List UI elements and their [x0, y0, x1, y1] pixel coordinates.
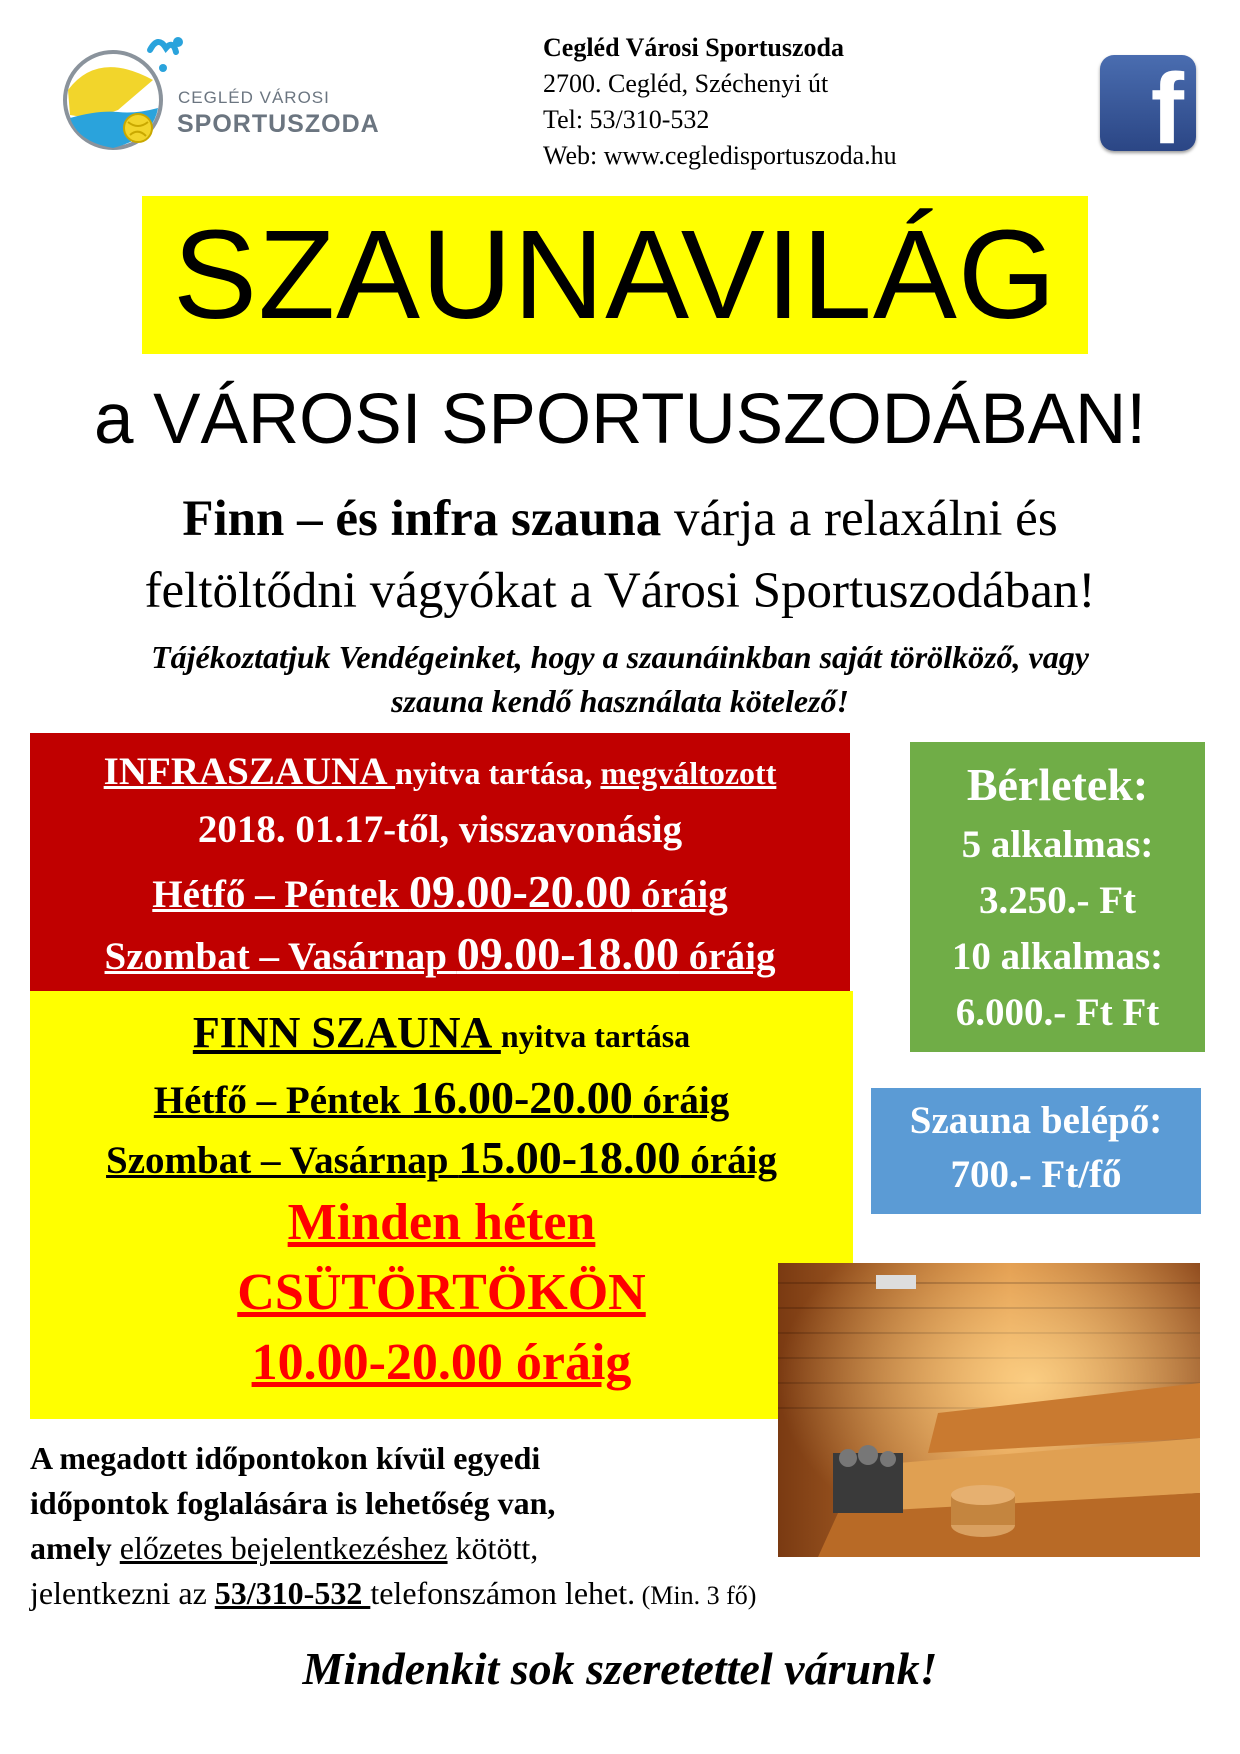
finn-weekday-hours: 16.00-20.00 [410, 1072, 633, 1123]
pass-prices-box [910, 742, 1205, 1052]
infra-weekday-suffix: óráig [631, 873, 728, 916]
infra-valid: 2018. 01.17-től, visszavonásig [197, 808, 683, 851]
finn-special-line1: Minden héten [287, 1194, 596, 1251]
finn-heading [30, 1007, 853, 1058]
finn-weekend-label: Szombat – Vasárnap [106, 1139, 459, 1182]
contact-phone: Tel: 53/310-532 [543, 105, 710, 134]
finn-name: FINN SZAUNA [192, 1008, 501, 1057]
infra-weekday-hours: 09.00-20.00 [408, 866, 632, 917]
booking-line2: időpontok foglalására is lehetőség van, [30, 1485, 556, 1521]
pass-option2-price: 6.000.- Ft Ft [955, 991, 1160, 1034]
finn-weekday-label: Hétfő – Péntek [153, 1079, 411, 1122]
booking-line4-start: jelentkezni az [30, 1575, 215, 1611]
booking-prior-registration: előzetes bejelentkezéshez [119, 1530, 448, 1566]
notice-line1: Tájékoztatjuk Vendégeinket, hogy a szaunáinkban saját törölköző, vagy [151, 639, 1089, 675]
finn-special-line2: CSÜTÖRTÖKÖN [237, 1264, 646, 1321]
pass-option1-price: 3.250.- Ft [978, 879, 1137, 922]
booking-line3 [30, 1526, 538, 1571]
finn-weekday-suffix: óráig [632, 1079, 730, 1122]
finn-weekday [30, 1071, 853, 1124]
infra-hours-label: nyitva tartása, [395, 755, 601, 791]
infra-weekend [30, 927, 850, 980]
sauna-photo [778, 1263, 1200, 1557]
intro-text [0, 483, 1240, 627]
logo-text-top: CEGLÉD VÁROSI [178, 88, 330, 107]
intro-bold: Finn – és infra szauna [182, 491, 662, 547]
closing-text: Mindenkit sok szeretettel várunk! [302, 1643, 938, 1694]
contact-web[interactable]: Web: www.cegledisportuszoda.hu [543, 141, 897, 170]
entry-price-box [871, 1088, 1201, 1214]
finn-weekend-hours: 15.00-18.00 [458, 1132, 681, 1183]
sauna-image-icon [778, 1263, 1200, 1557]
pass-option2-label: 10 alkalmas: [951, 935, 1164, 978]
contact-name: Cegléd Városi Sportuszoda [543, 33, 844, 62]
finn-special-line3: 10.00-20.00 óráig [251, 1334, 632, 1391]
booking-line4 [30, 1571, 756, 1618]
entry-label: Szauna belépő: [909, 1099, 1163, 1142]
infra-weekend-hours: 09.00-18.00 [456, 928, 680, 979]
page-title: SZAUNAVILÁG [173, 204, 1057, 345]
finn-sauna-box [30, 991, 853, 1419]
facebook-letter: f [1150, 53, 1184, 165]
finn-weekend-suffix: óráig [680, 1139, 777, 1182]
infra-heading [30, 749, 850, 794]
infra-name: INFRASZAUNA [103, 750, 396, 793]
infra-weekend-label: Szombat – Vasárnap [104, 935, 457, 978]
booking-line4-rest: telefonszámon lehet. [370, 1575, 636, 1611]
booking-min-people: (Min. 3 fő) [635, 1581, 757, 1610]
infra-sauna-box [30, 733, 850, 991]
logo-text-bottom: SPORTUSZODA [177, 110, 380, 138]
infra-weekday-label: Hétfő – Péntek [152, 873, 409, 916]
entry-price: 700.- Ft/fő [950, 1153, 1122, 1196]
facebook-icon[interactable] [1100, 53, 1196, 165]
page-subtitle: a VÁROSI SPORTUSZODÁBAN! [93, 380, 1147, 459]
infra-weekend-suffix: óráig [679, 935, 776, 978]
contact-info [543, 30, 897, 174]
finn-hours-label: nyitva tartása [500, 1018, 691, 1054]
intro-rest: várja a relaxálni és [661, 491, 1058, 547]
infra-weekday [30, 865, 850, 918]
infra-changed: megváltozott [600, 755, 777, 791]
booking-line3-bold: amely [30, 1530, 120, 1566]
booking-line3-rest: kötött, [447, 1530, 539, 1566]
pass-option1-label: 5 alkalmas: [961, 823, 1154, 866]
towel-notice [40, 635, 1200, 723]
booking-line1: A megadott időpontokon kívül egyedi [30, 1440, 541, 1476]
finn-weekend [30, 1131, 853, 1184]
intro-line2: feltöltődni vágyókat a Városi Sportuszodában! [144, 563, 1096, 619]
pass-title: Bérletek: [966, 759, 1149, 810]
notice-line2: szauna kendő használata kötelező! [391, 683, 849, 719]
contact-address: 2700. Cegléd, Széchenyi út [543, 69, 829, 98]
booking-phone: 53/310-532 [214, 1575, 371, 1611]
